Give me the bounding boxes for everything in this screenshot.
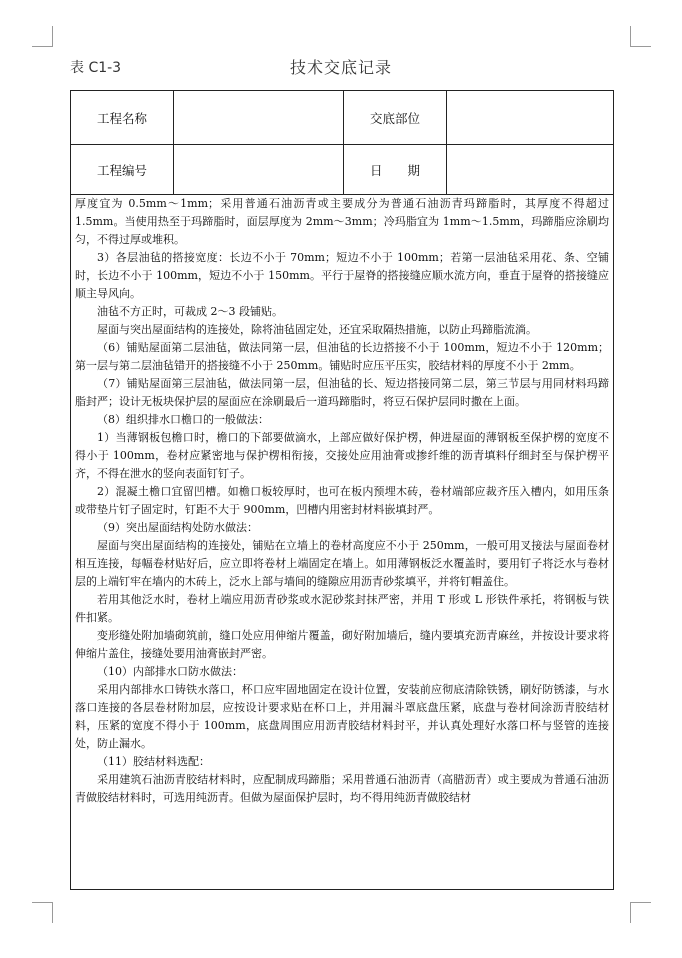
- content-paragraph: 若用其他泛水时，卷材上端应用沥青砂浆或水泥砂浆封抹严密，并用 T 形或 L 形铁件承托，将钢板与铁件扣紧。: [75, 593, 609, 624]
- project-name-label: 工程名称: [96, 110, 147, 126]
- info-row-1: [71, 91, 613, 145]
- content-paragraph: 油毡不方正时，可裁成 2～3 段铺贴。: [97, 305, 283, 318]
- content-paragraph: （7）铺贴屋面第三层油毡，做法同第一层，但油毡的长、短边搭接同第二层，第三节层与用同材料玛蹄脂封严；设计无板块保护层的屋面应在涂刷最后一道玛蹄脂时，将豆石保护层同时撒在上面。: [75, 377, 609, 408]
- form-code: 表 C1-3: [70, 60, 122, 76]
- crop-mark-bottom-left: [32, 902, 53, 923]
- crop-mark-top-left: [32, 26, 53, 47]
- content-paragraph: 3）各层油毡的搭接宽度：长边不小于 70mm；短边不小于 100mm；若第一层油毡采用花、条、空铺时，长边不小于 100mm，短边不小于 150mm。平行于屋脊的搭接缝应顺水流方向，垂直于屋脊的搭接缝应顺主导风向。: [75, 251, 609, 300]
- content-paragraph: 屋面与突出屋面结构的连接处，铺贴在立墙上的卷材高度应不小于 250mm，一般可用叉接法与屋面卷材相互连接，每幅卷材贴好后，应立即将卷材上端固定在墙上。如用薄钢板泛水覆盖时，要用钉子将泛水与卷材层的上端钉牢在墙内的木砖上，泛水上部与墙间的缝隙应用沥青砂浆填平，并将钉帽盖住。: [75, 539, 609, 588]
- date-value[interactable]: [447, 145, 613, 194]
- content-paragraph: 采用建筑石油沥青胶结材料时，应配制成玛蹄脂；采用普通石油沥青（高腊沥青）或主要成为普通石油沥青做胶结材料时，可选用纯沥青。但做为屋面保护层时，均不得用纯沥青做胶结材: [75, 773, 609, 804]
- crop-mark-top-right: [630, 26, 651, 47]
- content-paragraph: （11）胶结材料选配：: [97, 755, 210, 768]
- project-name-value[interactable]: [174, 91, 343, 144]
- content-paragraph: 采用内部排水口铸铁水落口，杯口应牢固地固定在设计位置，安装前应彻底清除铁锈，刷好防锈漆，与水落口连接的各层卷材附加层，应按设计要求贴在杯口上，并用漏斗罩底盘压紧，底盘与卷材间涂沥青胶结材料，压紧的宽度不得小于 100mm，底盘周围应用沥青胶结材料封平，并认真处理好水落口杯与竖管的连接处，防止漏水。: [75, 683, 609, 750]
- disclosure-part-label: 交底部位: [369, 110, 420, 126]
- document-title: 技术交底记录: [289, 58, 392, 77]
- content-paragraph: 变形缝处附加墙砌筑前，缝口处应用伸缩片覆盖，砌好附加墙后，缝内要填充沥青麻丝，并按设计要求将伸缩片盖住，接缝处要用油膏嵌封严密。: [75, 629, 609, 660]
- content-paragraph: 1）当薄钢板包檐口时，檐口的下部要做滴水，上部应做好保护楞，伸进屋面的薄钢板至保护楞的宽度不得小于 100mm，卷材应紧密地与保护楞相衔接，交接处应用油膏或掺纤维的沥青填料仔细封至与保护楞平齐，不得在泄水的竖向表面钉钉子。: [75, 431, 609, 480]
- date-label: 日 期: [369, 162, 420, 178]
- info-row-2: [71, 145, 613, 195]
- disclosure-sheet: [70, 90, 614, 890]
- project-no-label: 工程编号: [96, 162, 147, 178]
- content-paragraph: 2）混凝土檐口宜留凹槽。如檐口板较厚时，也可在板内预埋木砖，卷材端部应裁齐压入槽内，如用压条或带垫片钉子固定时，钉距不大于 900mm，凹槽内用密封材料嵌填封严。: [75, 485, 609, 516]
- content-paragraph: 屋面与突出屋面结构的连接处，除将油毡固定处，还宜采取隔热措施，以防止玛蹄脂流淌。: [97, 323, 537, 336]
- content-paragraph: （10）内部排水口防水做法：: [97, 665, 243, 678]
- content-paragraph: （9）突出屋面结构处防水做法：: [97, 521, 258, 534]
- content-paragraph: 厚度宜为 0.5mm～1mm；采用普通石油沥青或主要成分为普通石油沥青玛蹄脂时，其厚度不得超过 1.5mm。当使用热至于玛蹄脂时，面层厚度为 2mm～3mm；冷玛脂宜为 1mm～1.5mm，玛蹄脂应涂刷均匀，不得过厚或堆积。: [75, 197, 609, 246]
- content-paragraph: （8）组织排水口檐口的一般做法：: [97, 413, 269, 426]
- content-paragraph: （6）铺贴屋面第二层油毡，做法同第一层，但油毡的长边搭接不小于 100mm，短边不小于 120mm；第一层与第二层油毡错开的搭接缝不小于 250mm。铺贴时应压平压实，胶结材料的厚度不小于 2mm。: [75, 341, 609, 372]
- disclosure-part-value[interactable]: [447, 91, 613, 144]
- project-no-value[interactable]: [174, 145, 343, 194]
- crop-mark-bottom-right: [630, 902, 651, 923]
- disclosure-content: [75, 195, 609, 889]
